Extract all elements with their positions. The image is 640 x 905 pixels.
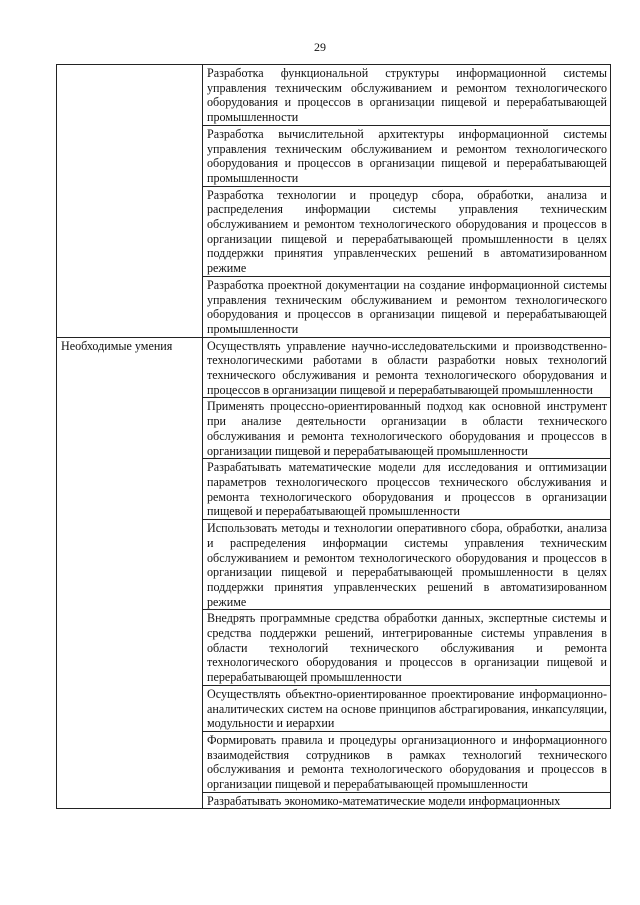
cell-text: Внедрять программные средства обработки данных, экспертные системы и средства поддержки решений, интегрированные системы управления в области технологий технического обслуживания и ремонта технологического оборудования и процессов в организации пищевой и перерабатывающей промышленности xyxy=(207,611,607,685)
cell-text: Разработка вычислительной архитектуры информационной системы управления техническим обслуживанием и ремонтом технологического оборудования и процессов в организации пищевой и перерабатывающей промышленности xyxy=(207,126,607,185)
cell-text: Использовать методы и технологии оперативного сбора, обработки, анализа и распределения информации системы управления техническим обслуживанием и ремонтом технологического оборудования и процессов в организации пищевой и перерабатывающей промышленности в целях поддержки принятия управленческих решений в автоматизированном режиме xyxy=(207,521,607,609)
table-cell xyxy=(203,792,611,809)
row-label-cell xyxy=(57,65,203,338)
cell-text: Формировать правила и процедуры организационного и информационного взаимодействия сотрудников в рамках технологий технического обслуживания и ремонта технологического оборудования и процессов в организации пищевой и перерабатывающей промышленности xyxy=(207,732,607,792)
competency-table xyxy=(56,64,611,809)
table-cell xyxy=(203,337,611,398)
table-cell xyxy=(203,65,611,126)
row-label-cell xyxy=(57,337,203,809)
cell-text: Разработка технологии и процедур сбора, обработки, анализа и распределения информации системы управления техническим обслуживанием и ремонтом технологического оборудования и процессов в организации пищевой и перерабатывающей промышленности в целях поддержки принятия управленческих решений в автоматизированном режиме xyxy=(207,187,607,276)
cell-text: Разрабатывать экономико-математические модели информационных xyxy=(207,793,561,808)
cell-text: Осуществлять объектно-ориентированное проектирование информационно-аналитических систем на основе принципов абстрагирования, инкапсуляции, модульности и иерархии xyxy=(207,686,607,731)
table-cell xyxy=(203,125,611,186)
table-cell xyxy=(203,459,611,520)
table-cell xyxy=(203,731,611,792)
row-label: Необходимые умения xyxy=(61,338,173,353)
cell-text: Применять процессно-ориентированный подход как основной инструмент при анализе деятельности организации в области технического обслуживания и ремонта технологического оборудования и процессов в организации пищевой и перерабатывающей промышленности xyxy=(207,399,607,458)
table-cell xyxy=(203,186,611,276)
cell-text: Осуществлять управление научно-исследовательскими и производственно-технологическими работами в области разработки новых технологий технического обслуживания и ремонта технологического оборудования и процессов в организации пищевой и перерабатывающей промышленности xyxy=(207,338,607,397)
table-cell xyxy=(203,398,611,459)
table-cell xyxy=(203,610,611,686)
cell-text: Разработка проектной документации на создание информационной системы управления техническим обслуживанием и ремонтом технологического оборудования и процессов в организации пищевой и перерабатывающей промышленности xyxy=(207,277,607,336)
page-number: 29 xyxy=(314,40,326,54)
table-cell xyxy=(203,276,611,337)
cell-text: Разработка функциональной структуры информационной системы управления техническим обслуживанием и ремонтом технологического оборудования и процессов в организации пищевой и перерабатывающей промышленности xyxy=(207,66,607,125)
table-cell xyxy=(203,520,611,610)
cell-text: Разрабатывать математические модели для исследования и оптимизации параметров технологического процессов технического обслуживания и ремонта технологического оборудования и процессов в организации пищевой и перерабатывающей промышленности xyxy=(207,460,607,519)
table-row xyxy=(57,337,611,398)
table-row xyxy=(57,65,611,126)
table-cell xyxy=(203,685,611,731)
